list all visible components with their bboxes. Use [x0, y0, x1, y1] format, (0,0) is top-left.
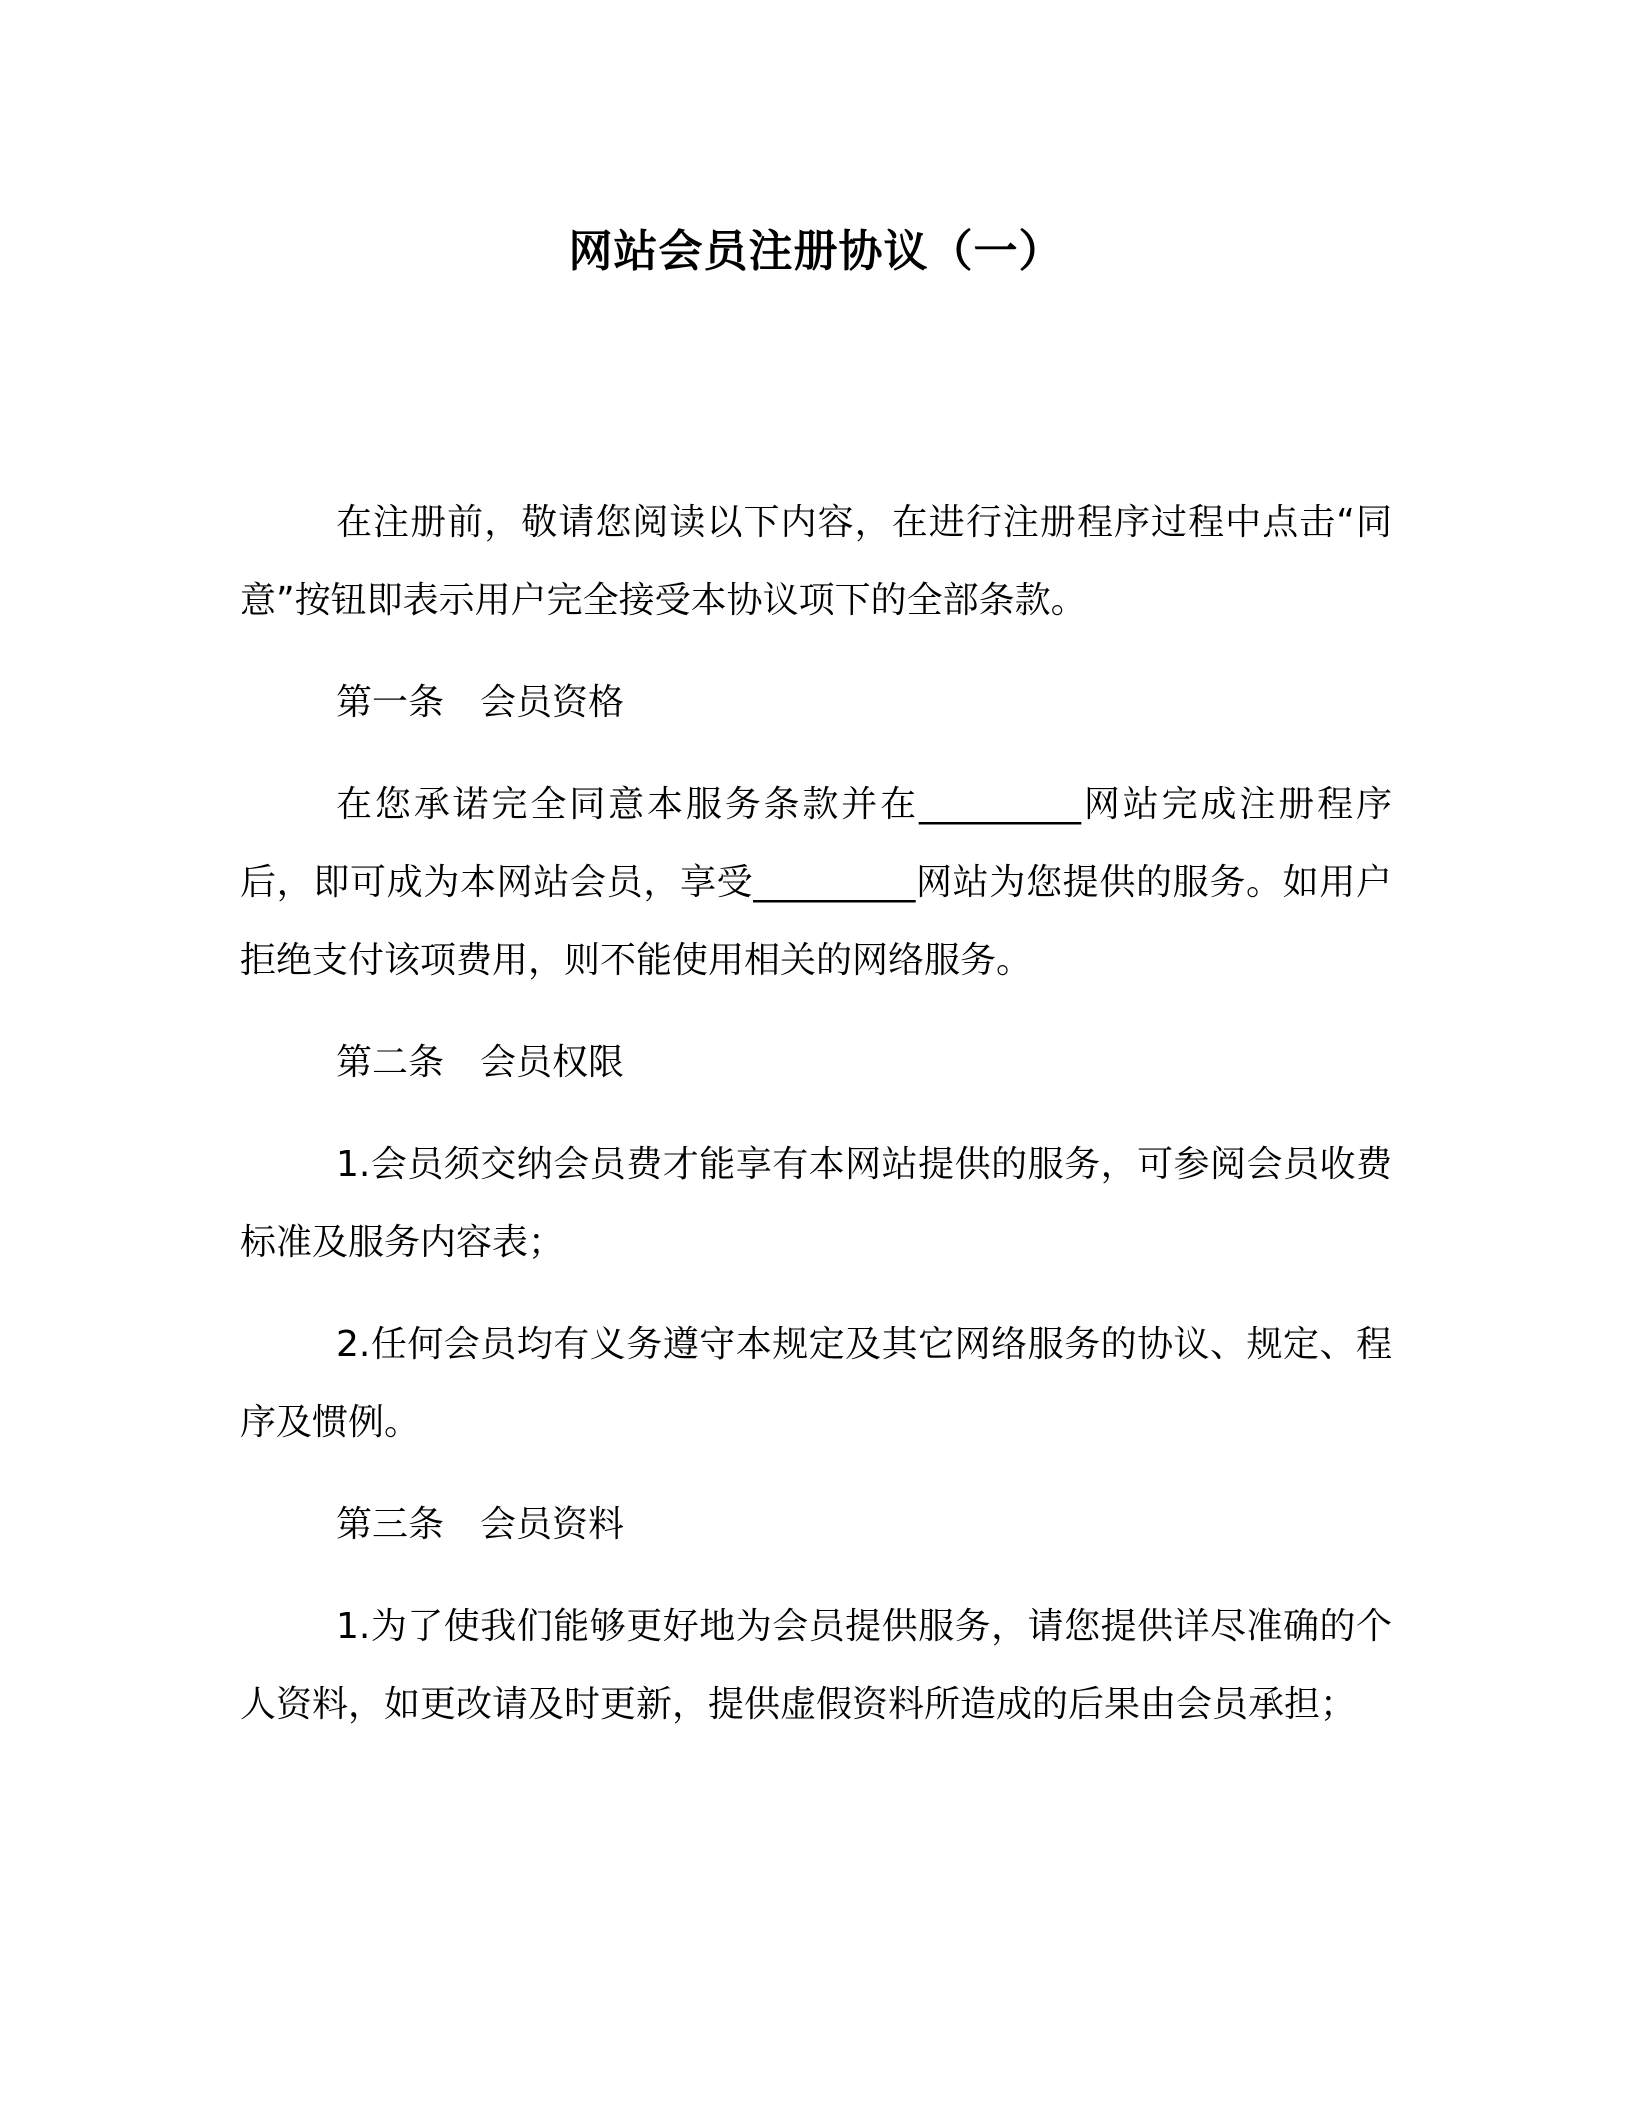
article-3-paragraph-1: 1.为了使我们能够更好地为会员提供服务，请您提供详尽准确的个人资料，如更改请及时更新，提供虚假资料所造成的后果由会员承担； — [240, 1606, 1392, 1725]
article-2-heading — [240, 1024, 1392, 1102]
article-2-paragraph-1: 1.会员须交纳会员费才能享有本网站提供的服务，可参阅会员收费标准及服务内容表； — [240, 1144, 1392, 1263]
document-title: 网站会员注册协议（一） — [568, 226, 1064, 277]
article-1-heading — [240, 664, 1392, 742]
article-2-title: 会员权限 — [480, 1042, 625, 1083]
article-2-paragraph-2: 2.任何会员均有义务遵守本规定及其它网络服务的协议、规定、程序及惯例。 — [240, 1324, 1392, 1443]
article-3-title: 会员资料 — [480, 1504, 625, 1545]
article-1-number: 第一条 — [336, 682, 445, 723]
article-3-number: 第三条 — [336, 1504, 445, 1545]
article-1-paragraph-1: 在您承诺完全同意本服务条款并在_________网站完成注册程序后，即可成为本网站会员，享受_________网站为您提供的服务。如用户拒绝支付该项费用，则不能使用相关的网络服务。 — [240, 784, 1392, 981]
article-3-heading — [240, 1486, 1392, 1564]
document-body — [240, 484, 1392, 1744]
article-1-title: 会员资格 — [480, 682, 625, 723]
article-2-number: 第二条 — [336, 1042, 445, 1083]
intro-paragraph: 在注册前，敬请您阅读以下内容，在进行注册程序过程中点击“同意”按钮即表示用户完全接受本协议项下的全部条款。 — [240, 502, 1392, 621]
